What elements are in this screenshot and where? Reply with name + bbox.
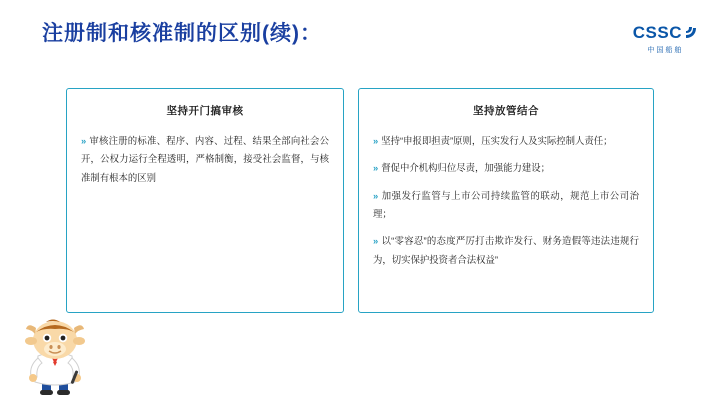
logo-subtitle-text: 中国船舶 [647,47,684,54]
content-card-left [66,88,344,313]
card-right-heading: 坚持放管结合 [473,105,539,117]
paragraph-text: 审核注册的标准、程序、内容、过程、结果全部向社会公开，公权力运行全程透明，严格制衡，接受社会监督，与核准制有根本的区别 [81,135,329,183]
bullet-icon: » [373,162,379,174]
card-right-paragraph-4 [373,232,639,269]
card-right-body [373,132,639,269]
logo-swoosh-icon [684,24,698,44]
content-card-right [358,88,654,313]
bullet-icon: » [373,135,379,146]
paragraph-text: 以“零容忍”的态度严厉打击欺诈发行、财务造假等违法违规行为，切实保护投资者合法权益” [373,235,639,265]
card-left-body [81,132,329,187]
paragraph-text: 督促中介机构归位尽责，加强能力建设； [381,162,550,174]
paragraph-text: 加强发行监管与上市公司持续监管的联动，规范上市公司治理； [373,189,639,219]
bullet-icon: » [373,189,379,201]
card-right-paragraph-3 [373,187,639,224]
page-title: 注册制和核准制的区别(续)： [42,22,322,45]
company-logo [633,24,698,54]
bullet-icon: » [81,135,87,146]
card-right-paragraph-2 [373,159,639,177]
paragraph-text: 坚持“申报即担责”原则，压实发行人及实际控制人责任； [381,135,613,146]
logo-mark-text: CSSC [632,23,682,43]
card-right-paragraph-1 [373,132,639,150]
card-left-paragraph-1 [81,132,329,187]
cow-mascot-illustration [18,312,92,396]
bullet-icon: » [373,235,379,247]
card-left-heading: 坚持开门搞审核 [166,105,244,117]
